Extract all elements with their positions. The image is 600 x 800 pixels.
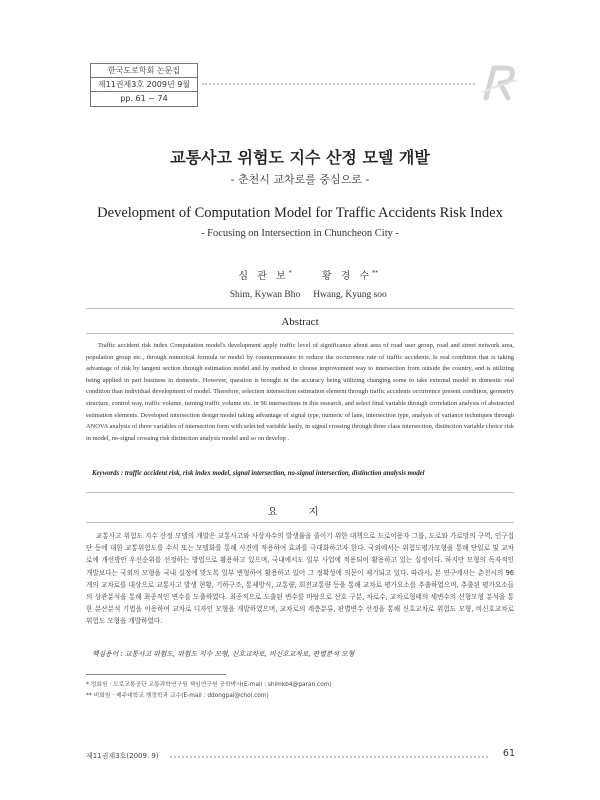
abstract-heading-rule xyxy=(86,333,514,334)
footer-dotted-rule xyxy=(170,756,488,758)
journal-issue: 제11권제3호 2009년 9월 xyxy=(91,78,197,92)
journal-info-box xyxy=(90,63,198,107)
page-range: pp. 61 ~ 74 xyxy=(120,94,168,103)
korean-abstract-heading: 요 지 xyxy=(267,507,333,518)
yoji-heading-rule xyxy=(86,522,514,523)
keywords: Keywords : traffic accident risk, risk index model, signal intersection, no-signal intersection, distinction analysis model xyxy=(92,470,425,477)
author-footnote-mark: * xyxy=(288,269,292,277)
korean-keywords: 핵심용어 : 교통사고 위험도, 위험도 지수 모형, 신호교차로, 비신호교차로, 판별분석 모형 xyxy=(92,650,355,658)
footnote-second-author: ** 비회원 · 제주대학교 행정학과 교수(E-mail : ddongpal@choi.com) xyxy=(86,693,269,699)
header-dotted-rule xyxy=(202,83,475,85)
footnote-first-author: * 정회원 · 도로교통공단 교통과학연구원 책임연구원 공학박사(E-mail : shimkb4@paran.com) xyxy=(86,682,332,688)
korean-abstract-text: 교통사고 위험도 지수 산정 모델의 개발은 교통사고와 사상자수의 발생률을 줄이기 위한 대책으로 도로이용자 그룹, 도로와 가로망의 구역, 인구집단 등에 대한 교통위험도를 수식 또는 모델화를 통해 사전에 적용하여 효과를 극대화하고자 한다. 국외에서는 위험도평가모형을 통해 단일로 및 교차로에 개선방안 우선순위를 선정하는 방법으로 활용하고 있으며, 국내에서도 일부 사업에 적용되어 활용하고 있는 실정이다. 하지만 모형의 독자적인 개발보다는 국외의 모형을 국내 실정에 맞도록 일부 변형하여 활용하고 있어 그 정확성에 의문이 제기되고 있다. 따라서, 본 연구에서는 춘천시의 96개의 교차로를 대상으로 교통사고 발생 현황, 기하구조, 통제방식, 교통량, 회전교통량 등을 통해 교차로 평가요소를 추출하였으며, 추출된 평가요소들의 상관분석을 통해 최종적인 변수를 도출하였다. 최종적으로 도출된 변수를 바탕으로 신호 구분, 차로수, 교차로형태의 세변수의 선형모형 분석을 통한 분산분석 기법을 이용하여 교차로 디자인 모형을 개발하였으며, 교차로의 계층분류, 판별변수 선정을 통해 신호교차로 위험도 모형, 비신호교차로 위험도 모형을 개발하였다. xyxy=(86,532,514,626)
footnotes xyxy=(86,680,514,702)
author-name-korean: 심 관 보 xyxy=(238,271,289,282)
footer-journal-issue: 제11권제3호(2009. 9) xyxy=(86,752,159,760)
author-first xyxy=(220,267,310,300)
paper-subtitle-english: - Focusing on Intersection in Chuncheon City - xyxy=(200,228,399,239)
paper-title-korean: 교통사고 위험도 지수 산정 모델 개발 xyxy=(170,148,430,167)
yoji-top-rule xyxy=(86,492,514,493)
author-footnote-mark: ** xyxy=(372,269,379,277)
footnote-rule xyxy=(86,674,226,675)
abstract-text: Traffic accident risk index Computation model's development apply traffic level of significance about area of road user group, road and street network area, population group etc., through numerical formula or model by countermeasure to reduce the occurrence rate of traffic accidents. Is real condition that is taking advantage of risk by tangent section through estimation model and by method to choose improvement way to intersection from outside the country, and is utilizing being applied in part business in domestic. However, question is brought in the accuracy being utilizing changing some to take external model in domestic real condition than individual development of model. Therefore, selection intersection estimation element through traffic accidents occurrence present condition, geometry structure, control way, traffic volume, turning traffic volume etc. in 96 intersections in this research, and select final variable through correlation analysis of abstracted estimation elements. Developed intersection design model taking advantage of signal type, numeric of lane, intersection type, analysis of variance techniques through ANOVA analysis of three variables of intersection form with selected variable lastly, in signal crossing through three class intersection, distinction variable choice risk in model, no-signal crossing risk distinction analysis model and so on develop . xyxy=(86,342,514,442)
journal-logo-icon xyxy=(478,62,520,104)
abstract-top-rule xyxy=(86,308,514,309)
author-name-english: Shim, Kywan Bho xyxy=(229,290,301,300)
paper-title-english: Development of Computation Model for Traffic Accidents Risk Index xyxy=(97,205,503,221)
author-name-korean: 황 경 수 xyxy=(321,271,373,282)
journal-name: 한국도로학회 논문집 xyxy=(91,64,197,78)
author-second xyxy=(300,267,400,300)
page-number: 61 xyxy=(502,748,515,759)
abstract-heading: Abstract xyxy=(281,316,319,328)
paper-subtitle-korean: - 춘천시 교차로를 중심으로 - xyxy=(230,173,370,186)
author-name-english: Hwang, Kyung soo xyxy=(313,290,387,300)
